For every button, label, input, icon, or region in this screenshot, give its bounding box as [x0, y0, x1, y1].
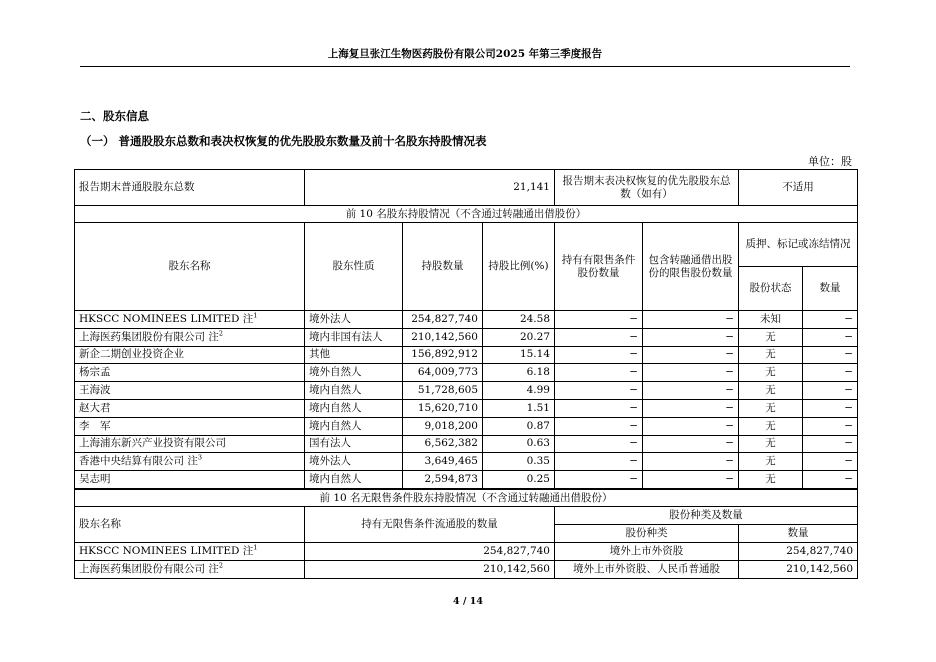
header-pledge-group: 质押、标记或冻结情况 — [739, 223, 858, 267]
holder-nature: 其他 — [305, 346, 403, 364]
pledge-status: 无 — [739, 417, 803, 435]
pledge-qty: − — [803, 328, 858, 346]
total-holders-label: 报告期末普通股股东总数 — [75, 170, 305, 206]
holder-shares: 9,018,200 — [403, 417, 483, 435]
holder-name: 上海医药集团股份有限公司 注$^2$ — [75, 560, 305, 578]
pledge-status: 无 — [739, 453, 803, 471]
holder-shares: 3,649,465 — [403, 453, 483, 471]
holder-lent-restricted: − — [643, 435, 739, 453]
header-ratio: 持股比例(%) — [483, 223, 555, 311]
top10-shareholders-table — [74, 169, 858, 489]
unrestricted-qty: 254,827,740 — [305, 542, 555, 560]
table-row — [75, 471, 858, 489]
holder-nature: 境外自然人 — [305, 364, 403, 382]
holder-restricted: − — [555, 328, 643, 346]
holder-restricted: − — [555, 399, 643, 417]
holder-nature: 境内自然人 — [305, 417, 403, 435]
pledge-qty: − — [803, 399, 858, 417]
pledge-qty: − — [803, 471, 858, 489]
holder-name: 香港中央结算有限公司 注$^3$ — [75, 453, 305, 471]
table-row — [75, 560, 858, 578]
pledge-qty: − — [803, 382, 858, 400]
section-heading: 二、股东信息 — [80, 109, 149, 123]
holder-restricted: − — [555, 311, 643, 329]
preferred-holders-value: 不适用 — [739, 170, 858, 206]
holder-ratio: 24.58 — [483, 311, 555, 329]
holder-lent-restricted: − — [643, 453, 739, 471]
table-row — [75, 417, 858, 435]
holder-restricted: − — [555, 346, 643, 364]
table-row — [75, 328, 858, 346]
holder-restricted: − — [555, 435, 643, 453]
holder-nature: 境外法人 — [305, 453, 403, 471]
holder-name: 杨宗孟 — [75, 364, 305, 382]
header-lent-restricted: 包含转融通借出股份的限售股份数量 — [643, 223, 739, 311]
total-holders-value: 21,141 — [305, 170, 555, 206]
holder-name: 上海医药集团股份有限公司 注$^2$ — [75, 328, 305, 346]
holder-name: HKSCC NOMINEES LIMITED 注$^1$ — [75, 311, 305, 329]
holder-ratio: 0.25 — [483, 471, 555, 489]
holder-nature: 境内非国有法人 — [305, 328, 403, 346]
pledge-status: 无 — [739, 328, 803, 346]
holder-name: 李 军 — [75, 417, 305, 435]
pledge-qty: − — [803, 346, 858, 364]
holder-name: 王海波 — [75, 382, 305, 400]
holder-lent-restricted: − — [643, 328, 739, 346]
holder-shares: 64,009,773 — [403, 364, 483, 382]
holder-lent-restricted: − — [643, 399, 739, 417]
pledge-qty: − — [803, 364, 858, 382]
holder-shares: 210,142,560 — [403, 328, 483, 346]
holder-nature: 境外法人 — [305, 311, 403, 329]
page-header: 上海复旦张江生物医药股份有限公司2025 年第三季度报告 — [80, 46, 850, 67]
table-row — [75, 311, 858, 329]
holder-ratio: 4.99 — [483, 382, 555, 400]
share-type-qty: 210,142,560 — [739, 560, 858, 578]
top10-unrestricted-table — [74, 489, 858, 579]
preferred-holders-label: 报告期末表决权恢复的优先股股东总数（如有） — [555, 170, 739, 206]
header-qty: 持有无限售条件流通股的数量 — [305, 507, 555, 543]
holder-restricted: − — [555, 471, 643, 489]
header-name: 股东名称 — [75, 223, 305, 311]
pledge-qty: − — [803, 311, 858, 329]
pledge-qty: − — [803, 435, 858, 453]
holder-name: 上海浦东新兴产业投资有限公司 — [75, 435, 305, 453]
table-row — [75, 399, 858, 417]
header-type-qty: 数量 — [739, 525, 858, 543]
table-row — [75, 346, 858, 364]
header-pledge-status: 股份状态 — [739, 267, 803, 311]
holder-lent-restricted: − — [643, 311, 739, 329]
table-title: 前 10 名股东持股情况（不含通过转融通出借股份） — [75, 206, 858, 223]
pledge-status: 无 — [739, 471, 803, 489]
unrestricted-qty: 210,142,560 — [305, 560, 555, 578]
pledge-status: 无 — [739, 346, 803, 364]
share-type-qty: 254,827,740 — [739, 542, 858, 560]
pledge-status: 无 — [739, 382, 803, 400]
holder-name: 吴志明 — [75, 471, 305, 489]
pledge-status: 无 — [739, 364, 803, 382]
holder-lent-restricted: − — [643, 346, 739, 364]
unit-label: 单位：股 — [808, 155, 852, 168]
holder-ratio: 15.14 — [483, 346, 555, 364]
header-restricted: 持有有限售条件股份数量 — [555, 223, 643, 311]
holder-name: HKSCC NOMINEES LIMITED 注$^1$ — [75, 542, 305, 560]
holder-ratio: 0.87 — [483, 417, 555, 435]
holder-nature: 境内自然人 — [305, 399, 403, 417]
holder-ratio: 1.51 — [483, 399, 555, 417]
holder-lent-restricted: − — [643, 382, 739, 400]
share-type: 境外上市外资股 — [555, 542, 739, 560]
header-type: 股份种类 — [555, 525, 739, 543]
holder-ratio: 20.27 — [483, 328, 555, 346]
holder-ratio: 6.18 — [483, 364, 555, 382]
table-row — [75, 364, 858, 382]
table-row — [75, 453, 858, 471]
header-nature: 股东性质 — [305, 223, 403, 311]
holder-shares: 2,594,873 — [403, 471, 483, 489]
holder-restricted: − — [555, 417, 643, 435]
pledge-qty: − — [803, 453, 858, 471]
table-row — [75, 542, 858, 560]
holder-ratio: 0.63 — [483, 435, 555, 453]
section-subheading: （一） 普通股股东总数和表决权恢复的优先股股东数量及前十名股东持股情况表 — [80, 134, 487, 148]
holder-lent-restricted: − — [643, 471, 739, 489]
holder-nature: 境内自然人 — [305, 471, 403, 489]
table-row — [75, 435, 858, 453]
header-pledge-qty: 数量 — [803, 267, 858, 311]
holder-restricted: − — [555, 382, 643, 400]
holder-shares: 51,728,605 — [403, 382, 483, 400]
holder-shares: 6,562,382 — [403, 435, 483, 453]
table-title: 前 10 名无限售条件股东持股情况（不含通过转融通出借股份） — [75, 490, 858, 507]
header-name: 股东名称 — [75, 507, 305, 543]
holder-shares: 15,620,710 — [403, 399, 483, 417]
holder-shares: 156,892,912 — [403, 346, 483, 364]
holder-name: 新企二期创业投资企业 — [75, 346, 305, 364]
pledge-status: 无 — [739, 399, 803, 417]
page-number: 4 / 14 — [453, 596, 483, 607]
holder-lent-restricted: − — [643, 417, 739, 435]
table-row — [75, 382, 858, 400]
holder-nature: 国有法人 — [305, 435, 403, 453]
holder-shares: 254,827,740 — [403, 311, 483, 329]
pledge-qty: − — [803, 417, 858, 435]
holder-restricted: − — [555, 453, 643, 471]
holder-lent-restricted: − — [643, 364, 739, 382]
holder-name: 赵大君 — [75, 399, 305, 417]
holder-ratio: 0.35 — [483, 453, 555, 471]
holder-restricted: − — [555, 364, 643, 382]
pledge-status: 无 — [739, 435, 803, 453]
pledge-status: 未知 — [739, 311, 803, 329]
header-type-group: 股份种类及数量 — [555, 507, 858, 525]
share-type: 境外上市外资股、人民币普通股 — [555, 560, 739, 578]
holder-nature: 境内自然人 — [305, 382, 403, 400]
header-shares: 持股数量 — [403, 223, 483, 311]
